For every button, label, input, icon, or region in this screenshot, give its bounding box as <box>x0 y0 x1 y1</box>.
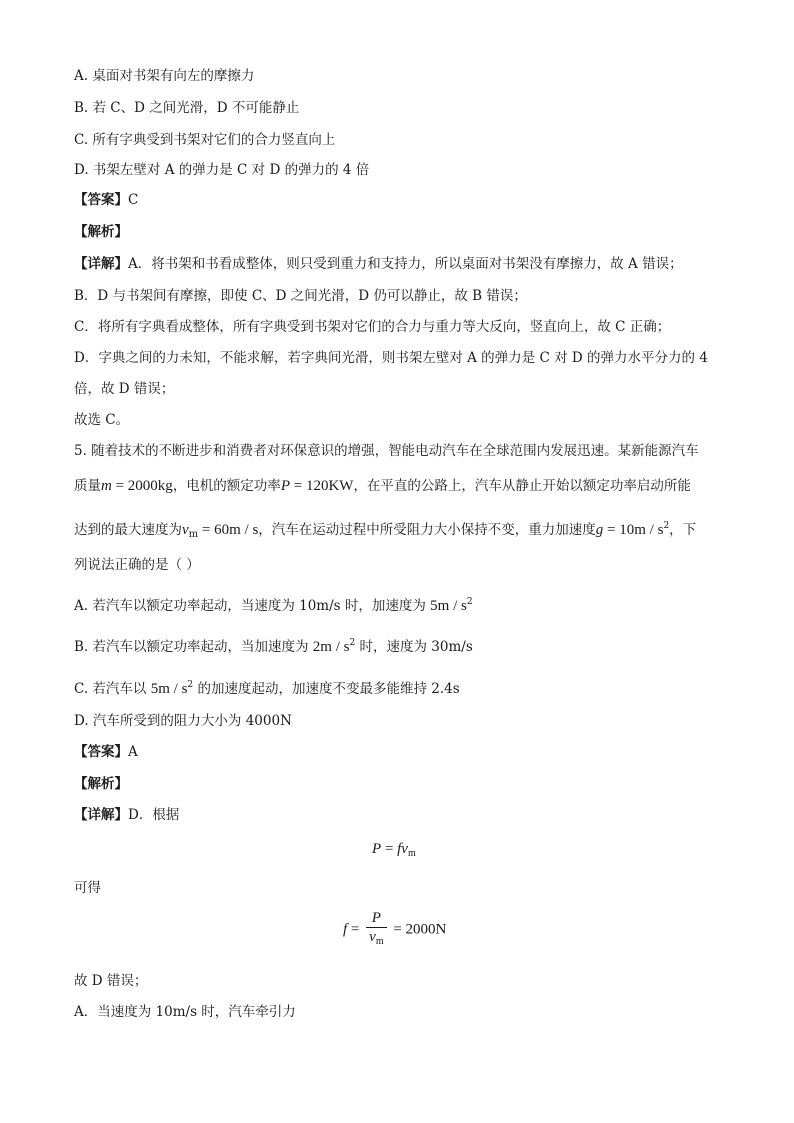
power-value: = 120KW <box>289 478 354 494</box>
q5-stem-text: 达到的最大速度为 <box>74 522 182 538</box>
q4-detail-line1 <box>74 255 683 273</box>
q5-option-c <box>74 676 460 698</box>
q5-stem-text: ，汽车在运动过程中所受阻力大小保持不变，重力加速度 <box>258 522 596 538</box>
power-variable: P <box>280 478 290 494</box>
q4-conclusion: 故选 C。 <box>74 412 130 428</box>
eq2-result: = 2000N <box>389 921 447 938</box>
q5-option-d: D. 汽车所受到的阻力大小为 4000N <box>74 713 292 729</box>
q5-stem-text: ，下 <box>669 522 697 538</box>
q5-option-a-exponent: 2 <box>466 597 473 607</box>
q5-option-b-tail: 时，速度为 30m/s <box>355 639 473 655</box>
q5-option-c-tail: 的加速度起动，加速度不变最多能维持 2.4s <box>193 681 460 697</box>
q4-option-a: A. 桌面对书架有向左的摩擦力 <box>74 68 255 84</box>
q4-option-d: D. 书架左壁对 A 的弹力是 C 对 D 的弹力的 4 倍 <box>74 162 370 178</box>
q5-d-wrong: 故 D 错误； <box>74 973 148 989</box>
q5-option-b-value: 2m / s <box>312 639 350 655</box>
equation-friction <box>343 910 446 950</box>
eq1-subscript: m <box>407 848 416 859</box>
q5-option-b-text: B. 若汽车以额定功率起动，当加速度为 <box>74 639 313 655</box>
q5-stem-line1: 5. 随着技术的不断进步和消费者对环保意识的增强，智能电动汽车在全球范围内发展迅速。某新能源汽车 <box>74 443 699 459</box>
q4-answer-label: 【答案】 <box>74 192 128 208</box>
q5-answer <box>74 743 138 761</box>
q5-detail-line1 <box>74 806 179 824</box>
q5-detail-label: 【详解】 <box>74 807 128 823</box>
eq2-lhs: f <box>343 921 348 938</box>
eq1-lhs: P <box>372 841 382 857</box>
eq2-denominator <box>366 928 386 950</box>
q5-option-b <box>74 634 473 656</box>
q5-gets: 可得 <box>74 880 101 896</box>
q5-option-c-exponent: 2 <box>187 680 194 690</box>
q5-stem-line2 <box>74 477 691 495</box>
gravity-exponent: 2 <box>663 521 670 531</box>
q4-detail-line2: B．D 与书架间有摩擦，即使 C、D 之间光滑，D 仍可以静止，故 B 错误； <box>74 288 527 304</box>
q4-detail-label: 【详解】 <box>74 256 128 272</box>
vmax-variable: v <box>182 522 189 538</box>
q5-answer-label: 【答案】 <box>74 744 128 760</box>
q5-a-start: A．当速度为 10m/s 时，汽车牵引力 <box>74 1004 296 1020</box>
equation-power <box>372 841 416 859</box>
q4-detail-line3: C．将所有字典看成整体，所有字典受到书架对它们的合力与重力等大反向，竖直向上，故 C 正确； <box>74 319 671 335</box>
eq1-equals: = <box>381 841 398 857</box>
mass-value: = 2000kg <box>111 478 173 494</box>
q4-option-c: C. 所有字典受到书架对它们的合力竖直向上 <box>74 132 336 148</box>
eq2-den-var: v <box>369 929 376 945</box>
q4-answer <box>74 191 138 209</box>
eq1-rhs: fv <box>397 841 408 857</box>
eq2-fraction <box>366 910 386 950</box>
q4-detail-line4: D．字典之间的力未知，不能求解，若字典间光滑，则书架左壁对 A 的弹力是 C 对 D 的弹力水平分力的 4 <box>74 350 708 366</box>
eq2-numerator: P <box>366 910 386 928</box>
vmax-value: = 60m / s <box>198 522 259 538</box>
q4-detail-line5: 倍，故 D 错误； <box>74 381 175 397</box>
q4-answer-value: C <box>128 192 139 208</box>
q5-stem-line4: 列说法正确的是（ ） <box>74 557 200 573</box>
q5-stem-text: ，在平直的公路上，汽车从静止开始以额定功率启动所能 <box>353 478 691 494</box>
vmax-subscript: m <box>188 529 199 540</box>
eq2-equals: = <box>347 921 364 938</box>
gravity-value: = 10m / s <box>603 522 664 538</box>
q5-option-a-value: 5m / s <box>430 598 467 614</box>
q5-option-c-text: C. 若汽车以 <box>74 681 151 697</box>
q5-option-a <box>74 593 473 615</box>
q5-option-b-exponent: 2 <box>349 638 356 648</box>
q5-option-a-text: A. 若汽车以额定功率起动，当速度为 10m/s 时，加速度为 <box>74 598 431 614</box>
q5-answer-value: A <box>128 744 138 760</box>
eq2-den-subscript: m <box>375 936 384 947</box>
q4-detail-text1: A．将书架和书看成整体，则只受到重力和支持力，所以桌面对书架没有摩擦力，故 A 错误； <box>128 256 683 272</box>
q5-stem-line3 <box>74 517 696 544</box>
q5-stem-text: 质量 <box>74 478 101 494</box>
gravity-variable: g <box>595 522 604 538</box>
q5-detail-intro: D．根据 <box>128 807 180 823</box>
q5-analysis-label: 【解析】 <box>74 776 128 792</box>
q4-analysis-label: 【解析】 <box>74 224 128 240</box>
q5-option-c-value: 5m / s <box>150 681 188 697</box>
q5-stem-text: ，电机的额定功率 <box>172 478 281 494</box>
q4-option-b: B. 若 C、D 之间光滑，D 不可能静止 <box>74 100 300 116</box>
mass-variable: m <box>101 478 112 494</box>
